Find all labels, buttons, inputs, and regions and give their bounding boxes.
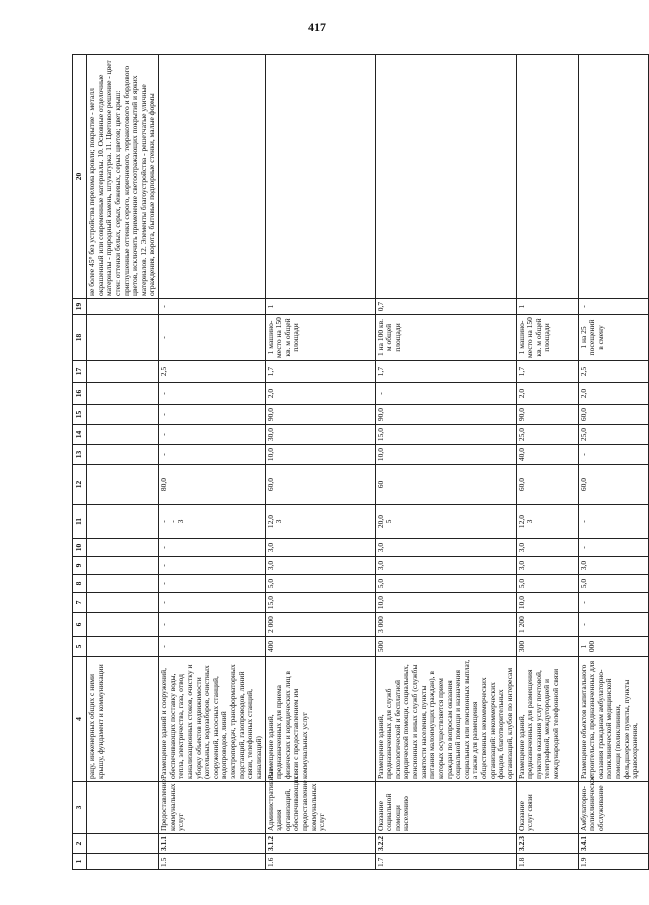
cell-col-8: 5,0: [516, 575, 578, 593]
column-header-16: 16: [73, 383, 87, 405]
cell-col-8: -: [159, 575, 266, 593]
cell-col-6: 2 000: [265, 613, 375, 637]
column-header-8: 8: [73, 575, 87, 593]
cell-col-11: 12,0 3: [516, 505, 578, 539]
cell-col-20: не более 45° без устройства перелома кровли; покрытие - металл окрашенный или современные материалы. 10. Основные отделочные материалы - природный камень, штукатурка. 11. Цветовое решение - цвет стен: оттенки белых, серых, бежевых, серых цветов; цвет крыш: приглушенные оттенки серого, коричневого, терракотового и бордового цветов, исключить применение светоотражающих покрытий и ярких материалов. 12. Элементы благоустройства - решетчатые уличные ограждения, ворота, бытовые подпорные стенки, малые формы: [87, 55, 159, 299]
cell-col-9: -: [159, 557, 266, 575]
cell-col-1: 1.9: [578, 854, 648, 870]
cell-col-12: 60: [375, 465, 516, 505]
cell-col-5: 1 000: [578, 637, 648, 657]
cell-col-17: 1,7: [516, 361, 578, 383]
cell-col-12: 60,0: [265, 465, 375, 505]
cell-col-19: -: [159, 299, 266, 315]
column-header-1: 1: [73, 854, 87, 870]
cell-col-15: 60,0: [578, 405, 648, 425]
cell-col-1: 1.7: [375, 854, 516, 870]
cell-col-13: -: [578, 445, 648, 465]
cell-col-20: [516, 55, 578, 299]
cell-col-17: 2,5: [159, 361, 266, 383]
cell-col-20: [265, 55, 375, 299]
column-header-7: 7: [73, 593, 87, 613]
regulations-table: [72, 54, 649, 870]
cell-col-12: [87, 465, 159, 505]
cell-col-8: [87, 575, 159, 593]
cell-col-16: 2,0: [578, 383, 648, 405]
cell-col-13: -: [159, 445, 266, 465]
cell-col-18: [87, 315, 159, 361]
cell-col-11: -: [578, 505, 648, 539]
column-header-20: 20: [73, 55, 87, 299]
cell-col-4: Размещение зданий, предназначенных для размещения пунктов оказания услуг почтовой, телеграфной, междугородней и международной телефонной связи: [516, 657, 578, 782]
column-header-9: 9: [73, 557, 87, 575]
cell-col-17: 1,7: [265, 361, 375, 383]
cell-col-16: [87, 383, 159, 405]
cell-col-9: [87, 557, 159, 575]
cell-col-6: -: [578, 613, 648, 637]
column-header-14: 14: [73, 425, 87, 445]
cell-col-14: [87, 425, 159, 445]
cell-col-2: 3.2.2: [375, 834, 516, 854]
cell-col-6: [87, 613, 159, 637]
cell-col-6: 3 000: [375, 613, 516, 637]
cell-col-9: 3,0: [578, 557, 648, 575]
cell-col-2: 3.2.3: [516, 834, 578, 854]
column-header-4: 4: [73, 657, 87, 782]
cell-col-5: [87, 637, 159, 657]
cell-col-7: 10,0: [516, 593, 578, 613]
cell-col-17: 1,7: [375, 361, 516, 383]
table-body: [87, 55, 649, 870]
cell-col-19: 0,7: [375, 299, 516, 315]
cell-col-15: 90,0: [265, 405, 375, 425]
cell-col-10: -: [159, 539, 266, 557]
cell-col-4: Размещение зданий, предназначенных для служб психологической и бесплатной юридической помощи, социальных, пенсионных и иных служб (службы занятости населения, пункты питания малоимущих граждан), в которых осуществляется прием граждан по вопросам оказания социальной помощи и назначения социальных или пенсионных выплат, а также для размещения общественных некоммерческих организаций: некоммерческих фондов, благотворительных организаций, клубов по интересам: [375, 657, 516, 782]
cell-col-7: -: [578, 593, 648, 613]
cell-col-2: 3.1.2: [265, 834, 375, 854]
column-header-6: 6: [73, 613, 87, 637]
cell-col-9: 3,0: [516, 557, 578, 575]
cell-col-3: Административные здания организаций, обеспечивающих предоставление коммунальных услуг: [265, 782, 375, 834]
column-header-19: 19: [73, 299, 87, 315]
table-row: [265, 55, 375, 870]
cell-col-8: 5,0: [578, 575, 648, 593]
cell-col-10: [87, 539, 159, 557]
cell-col-9: 3,0: [375, 557, 516, 575]
cell-col-12: 60,0: [516, 465, 578, 505]
table-row: [375, 55, 516, 870]
cell-col-13: 10,0: [375, 445, 516, 465]
header-row: [73, 55, 87, 870]
cell-col-8: 5,0: [265, 575, 375, 593]
table-row: [516, 55, 578, 870]
cell-col-11: [87, 505, 159, 539]
cell-col-11: 20,0 5: [375, 505, 516, 539]
cell-col-16: -: [159, 383, 266, 405]
cell-col-7: 10,0: [375, 593, 516, 613]
table-row: [578, 55, 648, 870]
rotated-table-container: [72, 55, 640, 870]
cell-col-3: Предоставление коммунальных услуг: [159, 782, 266, 834]
cell-col-7: 15,0: [265, 593, 375, 613]
cell-col-5: 500: [375, 637, 516, 657]
cell-col-9: 3,0: [265, 557, 375, 575]
cell-col-10: 3,0: [265, 539, 375, 557]
cell-col-1: [87, 854, 159, 870]
cell-col-3: [87, 782, 159, 834]
cell-col-6: 1 200: [516, 613, 578, 637]
column-header-15: 15: [73, 405, 87, 425]
cell-col-19: [87, 299, 159, 315]
cell-col-10: -: [578, 539, 648, 557]
cell-col-8: 5,0: [375, 575, 516, 593]
cell-col-1: 1.6: [265, 854, 375, 870]
cell-col-10: 3,0: [375, 539, 516, 557]
column-header-5: 5: [73, 637, 87, 657]
column-header-13: 13: [73, 445, 87, 465]
cell-col-7: -: [159, 593, 266, 613]
cell-col-11: - - 3: [159, 505, 266, 539]
table-row: [87, 55, 159, 870]
column-header-2: 2: [73, 834, 87, 854]
cell-col-16: 2,0: [516, 383, 578, 405]
column-header-12: 12: [73, 465, 87, 505]
cell-col-15: 90,0: [375, 405, 516, 425]
cell-col-18: -: [159, 315, 266, 361]
cell-col-16: -: [375, 383, 516, 405]
cell-col-12: 60,0: [578, 465, 648, 505]
cell-col-2: [87, 834, 159, 854]
cell-col-1: 1.8: [516, 854, 578, 870]
page-number: 417: [308, 20, 326, 34]
cell-col-2: 3.1.1: [159, 834, 266, 854]
column-header-11: 11: [73, 505, 87, 539]
cell-col-15: 90,0: [516, 405, 578, 425]
cell-col-18: 1 на 25 посещений в смену: [578, 315, 648, 361]
cell-col-18: 1 на 100 кв. м общей площади: [375, 315, 516, 361]
cell-col-18: 1 машино-место на 150 кв. м общей площади: [265, 315, 375, 361]
cell-col-13: 40,0: [516, 445, 578, 465]
cell-col-14: 15,0: [375, 425, 516, 445]
cell-col-18: 1 машино-место на 150 кв. м общей площади: [516, 315, 578, 361]
column-header-3: 3: [73, 782, 87, 834]
cell-col-4: Размещение зданий, предназначенных для приема физических и юридических лиц в связи с предоставлением им коммунальных услуг: [265, 657, 375, 782]
cell-col-4: Размещение объектов капитального строительства, предназначенных для оказания гражданам амбулаторно-поликлинической медицинской помощи (поликлиники, фельдшерские пункты, пункты здравоохранения,: [578, 657, 648, 782]
cell-col-14: 25,0: [516, 425, 578, 445]
cell-col-4: Размещение зданий и сооружений, обеспечивающих поставку воды, тепла, электричества, газа, отвод канализационных стоков, очистку и уборку объектов недвижимости (котельных, водозаборов, очистных сооружений, насосных станций, водопроводов, линий электропередач, трансформаторных подстанций, газопроводов, линий связи, телефонных станций, канализаций): [159, 657, 266, 782]
cell-col-20: [375, 55, 516, 299]
cell-col-12: 80,0: [159, 465, 266, 505]
column-header-17: 17: [73, 361, 87, 383]
cell-col-13: 10,0: [265, 445, 375, 465]
cell-col-3: Амбулаторно-поликлиническое обслуживание: [578, 782, 648, 834]
cell-col-4: рацу, инженерных общих с ними крышу, фундамент и коммуникации: [87, 657, 159, 782]
cell-col-14: 25,0: [578, 425, 648, 445]
cell-col-19: 1: [265, 299, 375, 315]
cell-col-15: -: [159, 405, 266, 425]
cell-col-14: -: [159, 425, 266, 445]
cell-col-16: 2,0: [265, 383, 375, 405]
cell-col-1: 1.5: [159, 854, 266, 870]
cell-col-5: 300: [516, 637, 578, 657]
table-row: [159, 55, 266, 870]
cell-col-3: Оказание социальной помощи населению: [375, 782, 516, 834]
cell-col-3: Оказание услуг связи: [516, 782, 578, 834]
cell-col-5: 400: [265, 637, 375, 657]
cell-col-5: -: [159, 637, 266, 657]
cell-col-20: [159, 55, 266, 299]
cell-col-17: 2,5: [578, 361, 648, 383]
cell-col-7: [87, 593, 159, 613]
cell-col-17: [87, 361, 159, 383]
column-header-18: 18: [73, 315, 87, 361]
cell-col-6: -: [159, 613, 266, 637]
cell-col-19: 1: [516, 299, 578, 315]
cell-col-10: 3,0: [516, 539, 578, 557]
cell-col-19: -: [578, 299, 648, 315]
cell-col-13: [87, 445, 159, 465]
cell-col-11: 12,0 3: [265, 505, 375, 539]
cell-col-2: 3.4.1: [578, 834, 648, 854]
cell-col-20: [578, 55, 648, 299]
column-header-10: 10: [73, 539, 87, 557]
cell-col-14: 30,0: [265, 425, 375, 445]
cell-col-15: [87, 405, 159, 425]
